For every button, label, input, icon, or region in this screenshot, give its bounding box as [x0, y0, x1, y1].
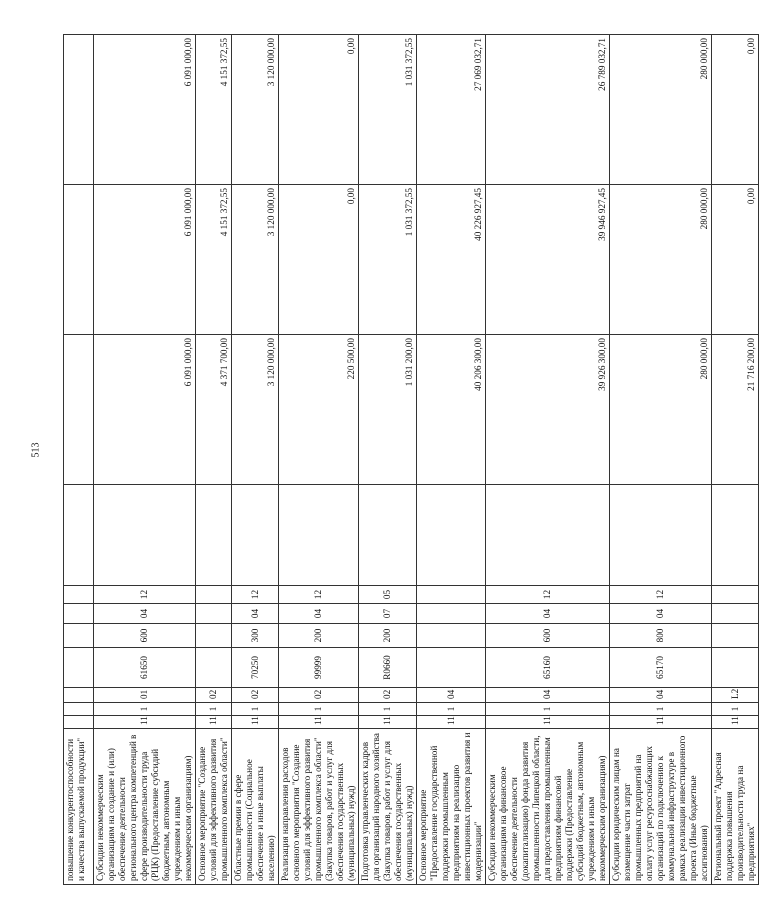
- code-subprogram: 1: [232, 703, 279, 716]
- code-extra: [417, 485, 486, 586]
- code-target: 61650: [94, 648, 196, 688]
- value-year-3: 280 000,00: [610, 35, 712, 185]
- value-year-3: [64, 35, 94, 185]
- code-subprogram: 1: [196, 703, 232, 716]
- code-extra: [610, 485, 712, 586]
- value-year-1: 21 716 200,00: [712, 335, 759, 485]
- page-number: 513: [30, 442, 42, 458]
- row-description: Региональный проект "Адресная поддержка повышения производительности труда на предприятиях": [712, 729, 759, 885]
- code-extra: [94, 485, 196, 586]
- code-target: [64, 648, 94, 688]
- code-subsection: 12: [610, 586, 712, 604]
- table-row: [712, 35, 759, 885]
- value-year-1: 39 926 300,00: [486, 335, 610, 485]
- code-target: [196, 648, 232, 688]
- value-year-2: 280 000,00: [610, 185, 712, 335]
- value-year-3: 0,00: [279, 35, 359, 185]
- code-main-event: 02: [359, 688, 417, 703]
- code-subsection: 12: [232, 586, 279, 604]
- table-row: [610, 35, 712, 885]
- table-body: [64, 35, 759, 885]
- code-program: [64, 716, 94, 729]
- code-subprogram: 1: [417, 703, 486, 716]
- code-section: 04: [94, 604, 196, 624]
- code-expense-type: 600: [94, 624, 196, 648]
- code-subprogram: 1: [359, 703, 417, 716]
- value-year-1: 220 500,00: [279, 335, 359, 485]
- row-description: Подготовка управленческих кадров для организаций народного хозяйства (Закупка товаров, работ и услуг для обеспечения государственных (муниципальных) нужд): [359, 729, 417, 885]
- value-year-2: 39 946 927,45: [486, 185, 610, 335]
- value-year-2: 3 120 000,00: [232, 185, 279, 335]
- code-extra: [64, 485, 94, 586]
- code-program: 11: [486, 716, 610, 729]
- value-year-2: 40 226 927,45: [417, 185, 486, 335]
- value-year-3: 6 091 000,00: [94, 35, 196, 185]
- code-extra: [196, 485, 232, 586]
- code-subprogram: 1: [279, 703, 359, 716]
- code-program: 11: [359, 716, 417, 729]
- code-program: 11: [610, 716, 712, 729]
- code-subsection: [417, 586, 486, 604]
- code-section: 04: [232, 604, 279, 624]
- value-year-3: 26 789 032,71: [486, 35, 610, 185]
- code-expense-type: 300: [232, 624, 279, 648]
- code-target: R0660: [359, 648, 417, 688]
- code-main-event: 04: [417, 688, 486, 703]
- code-subsection: 05: [359, 586, 417, 604]
- code-extra: [486, 485, 610, 586]
- code-subsection: [64, 586, 94, 604]
- code-expense-type: 600: [486, 624, 610, 648]
- code-target: [712, 648, 759, 688]
- code-subsection: [196, 586, 232, 604]
- code-extra: [232, 485, 279, 586]
- code-section: [712, 604, 759, 624]
- value-year-1: 40 206 300,00: [417, 335, 486, 485]
- code-expense-type: [417, 624, 486, 648]
- table-row: [232, 35, 279, 885]
- code-expense-type: 200: [279, 624, 359, 648]
- table-row: [196, 35, 232, 885]
- code-program: 11: [712, 716, 759, 729]
- value-year-1: 3 120 000,00: [232, 335, 279, 485]
- row-description: Областные премии в сфере промышленности (Социальное обеспечение и иные выплаты населению): [232, 729, 279, 885]
- code-subprogram: 1: [94, 703, 196, 716]
- value-year-2: [64, 185, 94, 335]
- row-description: повышение конкурентоспособности и качества выпускаемой продукции": [64, 729, 94, 885]
- code-target: 70250: [232, 648, 279, 688]
- code-subsection: 12: [486, 586, 610, 604]
- code-subsection: [712, 586, 759, 604]
- value-year-1: [64, 335, 94, 485]
- code-expense-type: 200: [359, 624, 417, 648]
- table-row: [64, 35, 94, 885]
- value-year-2: 0,00: [279, 185, 359, 335]
- code-main-event: L2: [712, 688, 759, 703]
- code-section: [417, 604, 486, 624]
- code-subprogram: 1: [712, 703, 759, 716]
- table-row: [486, 35, 610, 885]
- code-main-event: 04: [486, 688, 610, 703]
- code-target: [417, 648, 486, 688]
- code-extra: [712, 485, 759, 586]
- value-year-3: 27 069 032,71: [417, 35, 486, 185]
- code-subprogram: 1: [486, 703, 610, 716]
- row-description: Субсидии некоммерческим организациям на финансовое обеспечение деятельности (докапитализацию) фонда развития промышленности Липецкой области, для предоставления промышленным предприятиям финансовой поддержки (Предоставление субсидий бюджетным, автономным учреждениям и иным некоммерческим организациям): [486, 729, 610, 885]
- row-description: Реализация направления расходов основного мероприятия "Создание условий для эффективного развития промышленного комплекса области" (Закупка товаров, работ и услуг для обеспечения государственных (муниципальных) нужд): [279, 729, 359, 885]
- code-target: 65160: [486, 648, 610, 688]
- code-main-event: 04: [610, 688, 712, 703]
- row-description: Субсидии некоммерческим организациям на создание и (или) обеспечение деятельности регионального центра компетенций в сфере производительности труда (РЦК) (Предоставление субсидий бюджетным, автономным учреждениям и иным некоммерческим организациям): [94, 729, 196, 885]
- code-section: [196, 604, 232, 624]
- code-subprogram: [64, 703, 94, 716]
- code-section: 04: [486, 604, 610, 624]
- code-program: 11: [196, 716, 232, 729]
- code-target: 99999: [279, 648, 359, 688]
- row-description: Субсидии юридическим лицам на возмещение части затрат промышленных предприятий на оплату услуг ресурсоснабжающих организаций по подключению к коммунальной инфраструктуре в рамках реализации инвестиционного проекта (Иные бюджетные ассигнования): [610, 729, 712, 885]
- value-year-2: 1 031 372,55: [359, 185, 417, 335]
- value-year-1: 1 031 200,00: [359, 335, 417, 485]
- budget-table: [63, 34, 759, 885]
- value-year-3: 1 031 372,55: [359, 35, 417, 185]
- table-row: [359, 35, 417, 885]
- code-program: 11: [94, 716, 196, 729]
- code-expense-type: [196, 624, 232, 648]
- row-description: Основное мероприятие "Создание условий для эффективного развития промышленного комплекса области": [196, 729, 232, 885]
- code-main-event: 02: [196, 688, 232, 703]
- code-subsection: 12: [94, 586, 196, 604]
- budget-table-rotated: [63, 35, 756, 885]
- value-year-3: 4 151 372,55: [196, 35, 232, 185]
- code-target: 65170: [610, 648, 712, 688]
- code-main-event: 01: [94, 688, 196, 703]
- value-year-2: 4 151 372,55: [196, 185, 232, 335]
- code-section: 04: [279, 604, 359, 624]
- code-expense-type: [712, 624, 759, 648]
- value-year-1: 280 000,00: [610, 335, 712, 485]
- code-expense-type: 800: [610, 624, 712, 648]
- table-row: [279, 35, 359, 885]
- value-year-2: 6 091 000,00: [94, 185, 196, 335]
- code-section: 04: [610, 604, 712, 624]
- value-year-1: 4 371 700,00: [196, 335, 232, 485]
- code-expense-type: [64, 624, 94, 648]
- code-program: 11: [279, 716, 359, 729]
- code-program: 11: [417, 716, 486, 729]
- table-row: [94, 35, 196, 885]
- code-subsection: 12: [279, 586, 359, 604]
- code-section: 07: [359, 604, 417, 624]
- code-extra: [359, 485, 417, 586]
- code-program: 11: [232, 716, 279, 729]
- value-year-1: 6 091 000,00: [94, 335, 196, 485]
- value-year-3: 3 120 000,00: [232, 35, 279, 185]
- table-row: [417, 35, 486, 885]
- code-subprogram: 1: [610, 703, 712, 716]
- value-year-3: 0,00: [712, 35, 759, 185]
- code-main-event: 02: [232, 688, 279, 703]
- row-description: Основное мероприятие "Предоставление государственной поддержки промышленным предприятиям на реализацию инвестиционных проектов развития и модернизации": [417, 729, 486, 885]
- code-main-event: [64, 688, 94, 703]
- code-main-event: 02: [279, 688, 359, 703]
- value-year-2: 0,00: [712, 185, 759, 335]
- code-extra: [279, 485, 359, 586]
- code-section: [64, 604, 94, 624]
